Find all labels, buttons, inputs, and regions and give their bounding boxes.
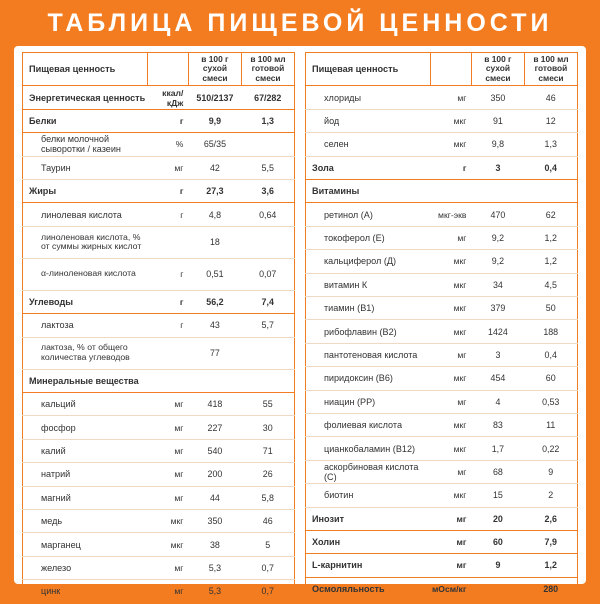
row-value-dry: 200 bbox=[188, 463, 241, 486]
row-label: биотин bbox=[306, 484, 431, 507]
row-unit bbox=[148, 226, 189, 258]
header-col2: в 100 мл готовой смеси bbox=[524, 52, 577, 86]
row-value-ready: 4,5 bbox=[524, 273, 577, 296]
row-value-dry: 454 bbox=[471, 367, 524, 390]
row-unit: г bbox=[148, 258, 189, 290]
row-unit: мг bbox=[148, 556, 189, 579]
row-value-ready bbox=[241, 133, 294, 156]
row-label: токоферол (Е) bbox=[306, 226, 431, 249]
row-value-dry: 1,7 bbox=[471, 437, 524, 460]
row-value-dry: 34 bbox=[471, 273, 524, 296]
row-unit: мОсм/кг bbox=[431, 577, 472, 600]
row-unit: мкг bbox=[431, 133, 472, 156]
row-value-ready: 7,4 bbox=[241, 290, 294, 313]
table-row bbox=[23, 258, 295, 290]
table-row bbox=[23, 509, 295, 532]
row-unit: мкг bbox=[148, 509, 189, 532]
page-title: ТАБЛИЦА ПИЩЕВОЙ ЦЕННОСТИ bbox=[47, 9, 553, 37]
row-value-ready: 5,8 bbox=[241, 486, 294, 509]
row-label: медь bbox=[23, 509, 148, 532]
row-label: селен bbox=[306, 133, 431, 156]
row-value-dry: 418 bbox=[188, 392, 241, 415]
row-unit: ккал/кДж bbox=[148, 86, 189, 109]
right-column bbox=[305, 52, 578, 594]
row-unit: г bbox=[148, 180, 189, 203]
table-row bbox=[306, 109, 578, 132]
row-value-dry: 83 bbox=[471, 413, 524, 436]
row-value-ready: 1,2 bbox=[524, 226, 577, 249]
table-row bbox=[23, 392, 295, 415]
row-value-ready: 7,9 bbox=[524, 530, 577, 553]
row-unit bbox=[148, 337, 189, 369]
table-row bbox=[306, 86, 578, 109]
table-row bbox=[306, 320, 578, 343]
row-label: цианкобаламин (В12) bbox=[306, 437, 431, 460]
row-label: α-линоленовая кислота bbox=[23, 258, 148, 290]
row-label: пиридоксин (В6) bbox=[306, 367, 431, 390]
row-value-ready: 0,7 bbox=[241, 580, 294, 603]
row-label: калий bbox=[23, 439, 148, 462]
row-unit: г bbox=[148, 109, 189, 132]
table-row bbox=[23, 180, 295, 203]
row-label: железо bbox=[23, 556, 148, 579]
table-row bbox=[306, 250, 578, 273]
row-unit: % bbox=[148, 133, 189, 156]
header-col1: в 100 г сухой смеси bbox=[188, 52, 241, 86]
table-row bbox=[306, 413, 578, 436]
row-value-dry: 27,3 bbox=[188, 180, 241, 203]
row-unit: мкг bbox=[431, 273, 472, 296]
row-value-ready bbox=[241, 226, 294, 258]
table-row bbox=[306, 226, 578, 249]
table-header-row bbox=[23, 52, 295, 86]
row-value-ready: 5,5 bbox=[241, 156, 294, 179]
row-unit: мкг bbox=[431, 437, 472, 460]
row-value-dry: 510/2137 bbox=[188, 86, 241, 109]
row-label: пантотеновая кислота bbox=[306, 343, 431, 366]
row-label: натрий bbox=[23, 463, 148, 486]
row-label: витамин К bbox=[306, 273, 431, 296]
row-value-ready: 12 bbox=[524, 109, 577, 132]
row-label: Белки bbox=[23, 109, 148, 132]
row-unit: г bbox=[148, 290, 189, 313]
row-value-dry: 43 bbox=[188, 314, 241, 337]
row-value-dry: 1424 bbox=[471, 320, 524, 343]
row-value-ready: 2,6 bbox=[524, 507, 577, 530]
row-value-ready: 0,4 bbox=[524, 156, 577, 179]
row-value-dry: 44 bbox=[188, 486, 241, 509]
row-unit: мкг bbox=[431, 109, 472, 132]
row-unit: мкг bbox=[148, 533, 189, 556]
table-row bbox=[306, 390, 578, 413]
nutrition-table-left bbox=[22, 52, 295, 604]
row-value-dry: 9,2 bbox=[471, 226, 524, 249]
row-value-ready: 26 bbox=[241, 463, 294, 486]
row-value-dry: 91 bbox=[471, 109, 524, 132]
row-value-ready: 0,07 bbox=[241, 258, 294, 290]
row-value-dry: 540 bbox=[188, 439, 241, 462]
row-value-ready: 5 bbox=[241, 533, 294, 556]
row-value-dry: 9 bbox=[471, 554, 524, 577]
header-name: Пищевая ценность bbox=[23, 52, 148, 86]
table-header-row bbox=[306, 52, 578, 86]
row-value-ready: 3,6 bbox=[241, 180, 294, 203]
table-row bbox=[306, 530, 578, 553]
row-label: цинк bbox=[23, 580, 148, 603]
row-value-dry: 18 bbox=[188, 226, 241, 258]
row-unit: мкг bbox=[431, 296, 472, 319]
row-value-dry: 3 bbox=[471, 156, 524, 179]
row-value-dry: 9,9 bbox=[188, 109, 241, 132]
row-label: лактоза bbox=[23, 314, 148, 337]
row-label: Минеральные вещества bbox=[23, 369, 148, 392]
nutrition-panel bbox=[14, 46, 586, 597]
table-row bbox=[23, 156, 295, 179]
table-row bbox=[306, 203, 578, 226]
row-unit: мг bbox=[431, 530, 472, 553]
row-label: Витамины bbox=[306, 180, 431, 203]
row-unit bbox=[148, 369, 189, 392]
table-row bbox=[306, 343, 578, 366]
row-label: фолиевая кислота bbox=[306, 413, 431, 436]
row-label: ниацин (РР) bbox=[306, 390, 431, 413]
row-value-ready: 1,3 bbox=[524, 133, 577, 156]
row-value-ready: 62 bbox=[524, 203, 577, 226]
row-label: кальциферол (Д) bbox=[306, 250, 431, 273]
table-row bbox=[306, 554, 578, 577]
row-value-ready: 0,64 bbox=[241, 203, 294, 226]
row-value-ready: 9 bbox=[524, 460, 577, 483]
header-unit bbox=[431, 52, 472, 86]
row-value-dry: 42 bbox=[188, 156, 241, 179]
row-value-ready bbox=[241, 337, 294, 369]
row-label: Осмоляльность bbox=[306, 577, 431, 600]
table-row bbox=[23, 533, 295, 556]
row-unit: мг bbox=[431, 343, 472, 366]
row-unit: мкг bbox=[431, 484, 472, 507]
header-col2: в 100 мл готовой смеси bbox=[241, 52, 294, 86]
row-label: Таурин bbox=[23, 156, 148, 179]
row-unit: мг bbox=[148, 416, 189, 439]
row-unit: мг bbox=[148, 439, 189, 462]
table-row bbox=[306, 156, 578, 179]
row-label: L-карнитин bbox=[306, 554, 431, 577]
row-unit: мг bbox=[431, 86, 472, 109]
row-value-dry bbox=[471, 577, 524, 600]
table-row bbox=[23, 486, 295, 509]
row-label: йод bbox=[306, 109, 431, 132]
row-unit: мкг-экв bbox=[431, 203, 472, 226]
row-label: лактоза, % от общего количества углеводов bbox=[23, 337, 148, 369]
table-row bbox=[306, 180, 578, 203]
row-unit: г bbox=[431, 156, 472, 179]
row-label: ретинол (А) bbox=[306, 203, 431, 226]
row-label: Жиры bbox=[23, 180, 148, 203]
row-value-dry: 0,51 bbox=[188, 258, 241, 290]
table-row bbox=[23, 226, 295, 258]
left-column bbox=[22, 52, 295, 597]
row-unit: мг bbox=[431, 507, 472, 530]
table-row bbox=[23, 580, 295, 603]
row-value-dry: 56,2 bbox=[188, 290, 241, 313]
row-value-dry: 350 bbox=[188, 509, 241, 532]
table-row bbox=[306, 437, 578, 460]
table-row bbox=[23, 463, 295, 486]
row-label: кальций bbox=[23, 392, 148, 415]
row-value-dry: 9,2 bbox=[471, 250, 524, 273]
row-label: хлориды bbox=[306, 86, 431, 109]
row-value-dry: 227 bbox=[188, 416, 241, 439]
row-label: марганец bbox=[23, 533, 148, 556]
row-value-ready: 50 bbox=[524, 296, 577, 319]
row-unit: мг bbox=[431, 554, 472, 577]
row-value-ready: 30 bbox=[241, 416, 294, 439]
row-unit: мкг bbox=[431, 413, 472, 436]
row-label: линолевая кислота bbox=[23, 203, 148, 226]
row-value-ready: 46 bbox=[241, 509, 294, 532]
row-value-ready: 11 bbox=[524, 413, 577, 436]
row-value-ready: 0,4 bbox=[524, 343, 577, 366]
table-row bbox=[23, 203, 295, 226]
row-label: Углеводы bbox=[23, 290, 148, 313]
row-value-ready: 280 bbox=[524, 577, 577, 600]
row-value-dry: 65/35 bbox=[188, 133, 241, 156]
table-row bbox=[306, 460, 578, 483]
row-unit: мг bbox=[148, 463, 189, 486]
row-label: магний bbox=[23, 486, 148, 509]
row-value-ready: 60 bbox=[524, 367, 577, 390]
row-value-ready: 46 bbox=[524, 86, 577, 109]
row-value-dry: 4,8 bbox=[188, 203, 241, 226]
table-row bbox=[306, 507, 578, 530]
table-row bbox=[306, 367, 578, 390]
row-unit: мг bbox=[431, 226, 472, 249]
row-unit: г bbox=[148, 203, 189, 226]
row-label: тиамин (В1) bbox=[306, 296, 431, 319]
row-value-ready bbox=[524, 180, 577, 203]
table-row bbox=[306, 577, 578, 600]
table-row bbox=[23, 314, 295, 337]
row-value-dry: 4 bbox=[471, 390, 524, 413]
header-col1: в 100 г сухой смеси bbox=[471, 52, 524, 86]
row-value-dry: 9,8 bbox=[471, 133, 524, 156]
table-row bbox=[23, 133, 295, 156]
row-unit bbox=[431, 180, 472, 203]
row-value-dry bbox=[188, 369, 241, 392]
row-value-ready: 1,2 bbox=[524, 250, 577, 273]
row-value-ready: 0,22 bbox=[524, 437, 577, 460]
row-value-dry: 60 bbox=[471, 530, 524, 553]
row-value-ready: 67/282 bbox=[241, 86, 294, 109]
table-row bbox=[23, 86, 295, 109]
row-value-ready: 1,3 bbox=[241, 109, 294, 132]
row-value-dry: 379 bbox=[471, 296, 524, 319]
row-label: рибофлавин (В2) bbox=[306, 320, 431, 343]
row-unit: мг bbox=[148, 486, 189, 509]
row-unit: мг bbox=[148, 392, 189, 415]
row-value-ready: 0,7 bbox=[241, 556, 294, 579]
row-value-ready bbox=[241, 369, 294, 392]
row-value-ready: 1,2 bbox=[524, 554, 577, 577]
row-value-dry: 5,3 bbox=[188, 580, 241, 603]
row-label: фосфор bbox=[23, 416, 148, 439]
row-value-ready: 71 bbox=[241, 439, 294, 462]
row-value-dry: 15 bbox=[471, 484, 524, 507]
table-row bbox=[23, 369, 295, 392]
row-value-ready: 0,53 bbox=[524, 390, 577, 413]
row-unit: мг bbox=[148, 156, 189, 179]
row-unit: г bbox=[148, 314, 189, 337]
row-value-ready: 55 bbox=[241, 392, 294, 415]
header-name: Пищевая ценность bbox=[306, 52, 431, 86]
row-value-ready: 188 bbox=[524, 320, 577, 343]
nutrition-table-right bbox=[305, 52, 578, 602]
table-row bbox=[306, 273, 578, 296]
table-row bbox=[23, 416, 295, 439]
row-label: аскорбиновая кислота (С) bbox=[306, 460, 431, 483]
table-row bbox=[23, 109, 295, 132]
row-value-dry bbox=[471, 180, 524, 203]
header-unit bbox=[148, 52, 189, 86]
row-unit: мкг bbox=[431, 320, 472, 343]
row-value-dry: 3 bbox=[471, 343, 524, 366]
row-value-dry: 470 bbox=[471, 203, 524, 226]
row-label: Холин bbox=[306, 530, 431, 553]
row-label: Инозит bbox=[306, 507, 431, 530]
table-row bbox=[306, 296, 578, 319]
row-unit: мг bbox=[431, 390, 472, 413]
row-label: Зола bbox=[306, 156, 431, 179]
row-label: белки молочной сыворотки / казеин bbox=[23, 133, 148, 156]
row-value-ready: 5,7 bbox=[241, 314, 294, 337]
row-value-dry: 350 bbox=[471, 86, 524, 109]
row-label: Энергетическая ценность bbox=[23, 86, 148, 109]
table-row bbox=[23, 556, 295, 579]
row-unit: мг bbox=[148, 580, 189, 603]
table-row bbox=[306, 484, 578, 507]
row-label: линоленовая кислота, % от суммы жирных кислот bbox=[23, 226, 148, 258]
table-row bbox=[23, 290, 295, 313]
row-value-ready: 2 bbox=[524, 484, 577, 507]
row-unit: мкг bbox=[431, 367, 472, 390]
table-row bbox=[23, 337, 295, 369]
row-value-dry: 5,3 bbox=[188, 556, 241, 579]
row-unit: мг bbox=[431, 460, 472, 483]
row-value-dry: 20 bbox=[471, 507, 524, 530]
table-row bbox=[306, 133, 578, 156]
table-row bbox=[23, 439, 295, 462]
row-unit: мкг bbox=[431, 250, 472, 273]
row-value-dry: 68 bbox=[471, 460, 524, 483]
row-value-dry: 77 bbox=[188, 337, 241, 369]
row-value-dry: 38 bbox=[188, 533, 241, 556]
